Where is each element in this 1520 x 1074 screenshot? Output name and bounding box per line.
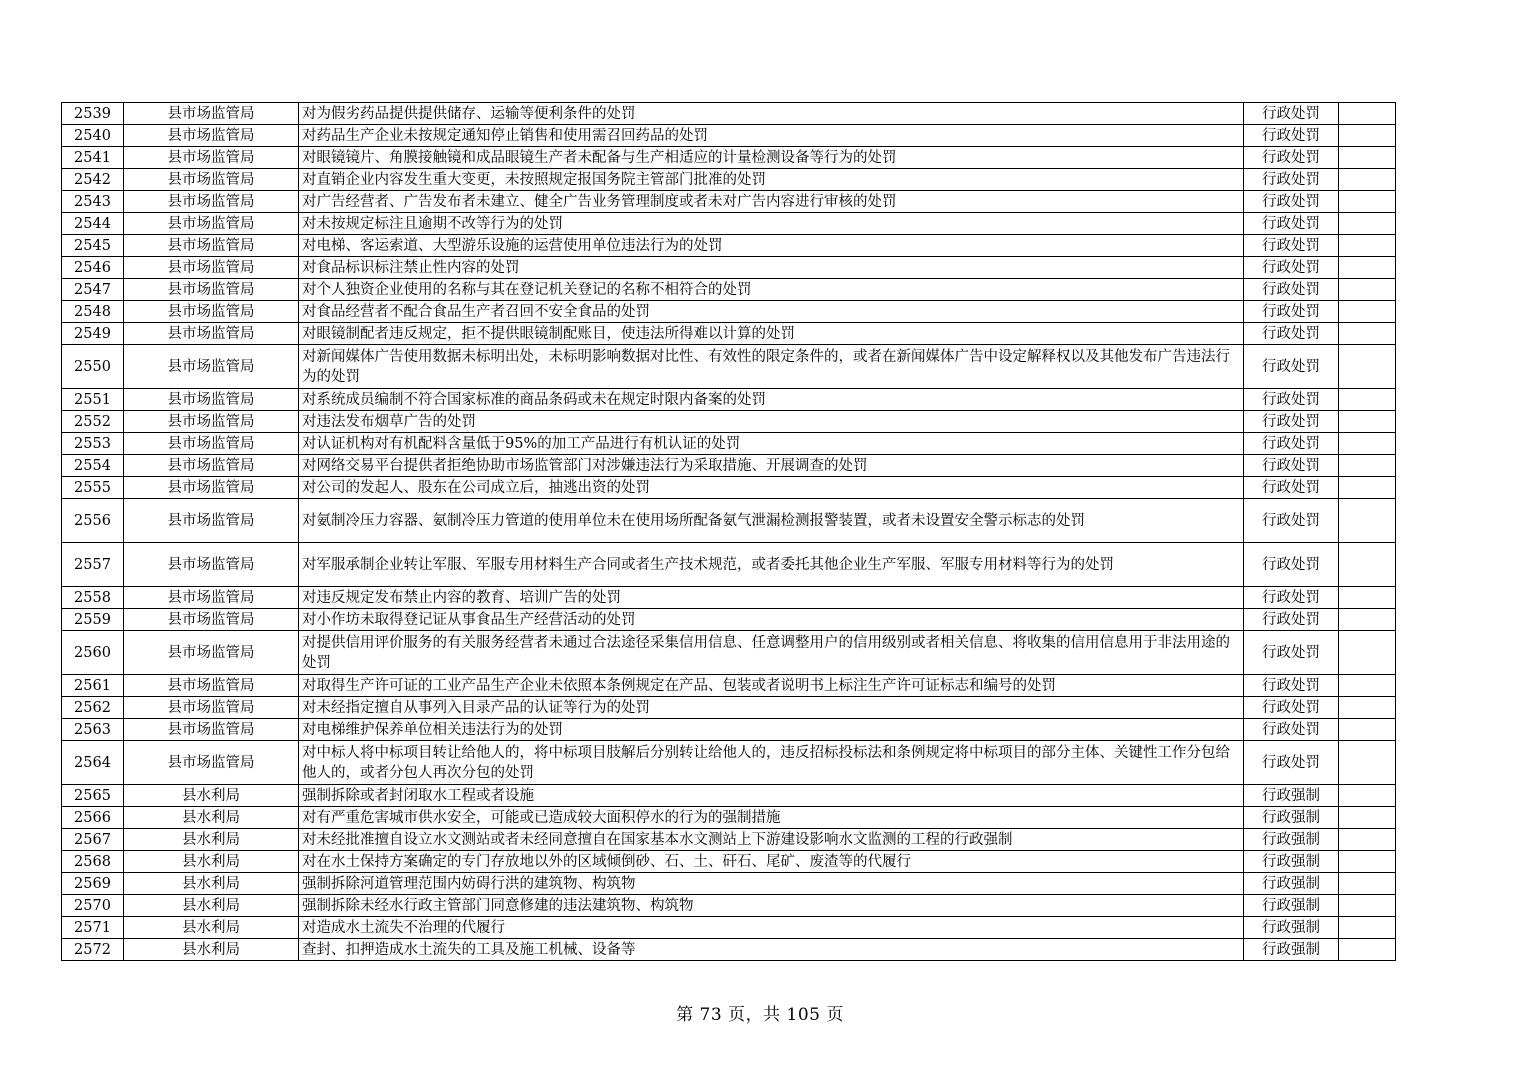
item-description-cell: 对认证机构对有机配料含量低于95%的加工产品进行有机认证的处罚	[299, 433, 1244, 455]
table-row	[62, 213, 1396, 235]
row-number: 2546	[62, 257, 124, 279]
department-cell: 县市场监管局	[124, 697, 299, 719]
remark-cell	[1339, 323, 1396, 345]
item-description-cell: 对未按规定标注且逾期不改等行为的处罚	[299, 213, 1244, 235]
remark-cell	[1339, 697, 1396, 719]
category-cell: 行政强制	[1244, 851, 1339, 873]
category-cell: 行政处罚	[1244, 147, 1339, 169]
remark-cell	[1339, 235, 1396, 257]
remark-cell	[1339, 917, 1396, 939]
row-number: 2544	[62, 213, 124, 235]
item-description-cell: 强制拆除河道管理范围内妨碍行洪的建筑物、构筑物	[299, 873, 1244, 895]
row-number: 2553	[62, 433, 124, 455]
item-description-cell: 查封、扣押造成水土流失的工具及施工机械、设备等	[299, 939, 1244, 961]
table-row	[62, 895, 1396, 917]
table-row	[62, 323, 1396, 345]
table-row	[62, 675, 1396, 697]
department-cell: 县市场监管局	[124, 345, 299, 389]
department-cell: 县市场监管局	[124, 147, 299, 169]
category-cell: 行政处罚	[1244, 279, 1339, 301]
row-number: 2565	[62, 785, 124, 807]
row-number: 2540	[62, 125, 124, 147]
row-number: 2542	[62, 169, 124, 191]
item-description-cell: 对广告经营者、广告发布者未建立、健全广告业务管理制度或者未对广告内容进行审核的处罚	[299, 191, 1244, 213]
footer-total-pages: 105	[786, 1005, 821, 1025]
row-number: 2555	[62, 477, 124, 499]
item-description-cell: 对眼镜镜片、角膜接触镜和成品眼镜生产者未配备与生产相适应的计量检测设备等行为的处罚	[299, 147, 1244, 169]
table-row	[62, 235, 1396, 257]
department-cell: 县市场监管局	[124, 301, 299, 323]
table-row	[62, 279, 1396, 301]
remark-cell	[1339, 719, 1396, 741]
table-row	[62, 697, 1396, 719]
department-cell: 县水利局	[124, 829, 299, 851]
row-number: 2539	[62, 103, 124, 125]
table-row	[62, 587, 1396, 609]
category-cell: 行政处罚	[1244, 389, 1339, 411]
item-description-cell: 对个人独资企业使用的名称与其在登记机关登记的名称不相符合的处罚	[299, 279, 1244, 301]
row-number: 2551	[62, 389, 124, 411]
item-description-cell: 对中标人将中标项目转让给他人的，将中标项目肢解后分别转让给他人的，违反招标投标法和条例规定将中标项目的部分主体、关键性工作分包给他人的，或者分包人再次分包的处罚	[299, 741, 1244, 785]
row-number: 2559	[62, 609, 124, 631]
category-cell: 行政强制	[1244, 895, 1339, 917]
category-cell: 行政处罚	[1244, 455, 1339, 477]
table-row	[62, 411, 1396, 433]
table-row	[62, 829, 1396, 851]
item-description-cell: 对药品生产企业未按规定通知停止销售和使用需召回药品的处罚	[299, 125, 1244, 147]
table-row	[62, 257, 1396, 279]
department-cell: 县市场监管局	[124, 411, 299, 433]
table-row	[62, 455, 1396, 477]
department-cell: 县市场监管局	[124, 719, 299, 741]
table-row	[62, 543, 1396, 587]
department-cell: 县水利局	[124, 917, 299, 939]
row-number: 2548	[62, 301, 124, 323]
remark-cell	[1339, 807, 1396, 829]
item-description-cell: 对网络交易平台提供者拒绝协助市场监管部门对涉嫌违法行为采取措施、开展调查的处罚	[299, 455, 1244, 477]
remark-cell	[1339, 345, 1396, 389]
row-number: 2563	[62, 719, 124, 741]
item-description-cell: 对电梯、客运索道、大型游乐设施的运营使用单位违法行为的处罚	[299, 235, 1244, 257]
row-number: 2557	[62, 543, 124, 587]
department-cell: 县市场监管局	[124, 235, 299, 257]
table-row	[62, 147, 1396, 169]
department-cell: 县市场监管局	[124, 389, 299, 411]
row-number: 2571	[62, 917, 124, 939]
category-cell: 行政处罚	[1244, 433, 1339, 455]
row-number: 2550	[62, 345, 124, 389]
row-number: 2541	[62, 147, 124, 169]
item-description-cell: 对有严重危害城市供水安全，可能或已造成较大面积停水的行为的强制措施	[299, 807, 1244, 829]
item-description-cell: 对食品标识标注禁止性内容的处罚	[299, 257, 1244, 279]
category-cell: 行政处罚	[1244, 741, 1339, 785]
table-row	[62, 499, 1396, 543]
department-cell: 县市场监管局	[124, 125, 299, 147]
table-row	[62, 939, 1396, 961]
department-cell: 县市场监管局	[124, 169, 299, 191]
remark-cell	[1339, 675, 1396, 697]
page-footer	[0, 1000, 1520, 1025]
category-cell: 行政处罚	[1244, 631, 1339, 675]
row-number: 2547	[62, 279, 124, 301]
remark-cell	[1339, 389, 1396, 411]
item-description-cell: 对未经批准擅自设立水文测站或者未经同意擅自在国家基本水文测站上下游建设影响水文监测的工程的行政强制	[299, 829, 1244, 851]
remark-cell	[1339, 301, 1396, 323]
category-cell: 行政强制	[1244, 807, 1339, 829]
table-body	[62, 103, 1396, 961]
department-cell: 县市场监管局	[124, 103, 299, 125]
department-cell: 县市场监管局	[124, 609, 299, 631]
table-row	[62, 433, 1396, 455]
category-cell: 行政强制	[1244, 829, 1339, 851]
category-cell: 行政处罚	[1244, 191, 1339, 213]
item-description-cell: 强制拆除或者封闭取水工程或者设施	[299, 785, 1244, 807]
row-number: 2561	[62, 675, 124, 697]
category-cell: 行政处罚	[1244, 301, 1339, 323]
footer-suffix: 页	[826, 1005, 844, 1025]
category-cell: 行政处罚	[1244, 169, 1339, 191]
category-cell: 行政处罚	[1244, 235, 1339, 257]
department-cell: 县市场监管局	[124, 279, 299, 301]
item-description-cell: 对食品经营者不配合食品生产者召回不安全食品的处罚	[299, 301, 1244, 323]
remark-cell	[1339, 873, 1396, 895]
footer-page-number: 73	[699, 1005, 723, 1025]
remark-cell	[1339, 455, 1396, 477]
remark-cell	[1339, 477, 1396, 499]
category-cell: 行政强制	[1244, 939, 1339, 961]
remark-cell	[1339, 829, 1396, 851]
remark-cell	[1339, 213, 1396, 235]
row-number: 2545	[62, 235, 124, 257]
category-cell: 行政处罚	[1244, 477, 1339, 499]
remark-cell	[1339, 587, 1396, 609]
department-cell: 县市场监管局	[124, 323, 299, 345]
remark-cell	[1339, 411, 1396, 433]
data-table	[61, 102, 1396, 961]
category-cell: 行政处罚	[1244, 499, 1339, 543]
department-cell: 县市场监管局	[124, 213, 299, 235]
department-cell: 县水利局	[124, 851, 299, 873]
row-number: 2543	[62, 191, 124, 213]
remark-cell	[1339, 499, 1396, 543]
item-description-cell: 强制拆除未经水行政主管部门同意修建的违法建筑物、构筑物	[299, 895, 1244, 917]
department-cell: 县市场监管局	[124, 191, 299, 213]
item-description-cell: 对取得生产许可证的工业产品生产企业未依照本条例规定在产品、包装或者说明书上标注生产许可证标志和编号的处罚	[299, 675, 1244, 697]
table-row	[62, 917, 1396, 939]
category-cell: 行政强制	[1244, 873, 1339, 895]
row-number: 2566	[62, 807, 124, 829]
item-description-cell: 对提供信用评价服务的有关服务经营者未通过合法途径采集信用信息、任意调整用户的信用级别或者相关信息、将收集的信用信息用于非法用途的处罚	[299, 631, 1244, 675]
item-description-cell: 对违反规定发布禁止内容的教育、培训广告的处罚	[299, 587, 1244, 609]
table-row	[62, 125, 1396, 147]
remark-cell	[1339, 851, 1396, 873]
category-cell: 行政强制	[1244, 785, 1339, 807]
department-cell: 县水利局	[124, 807, 299, 829]
remark-cell	[1339, 741, 1396, 785]
department-cell: 县市场监管局	[124, 675, 299, 697]
row-number: 2560	[62, 631, 124, 675]
table-row	[62, 851, 1396, 873]
remark-cell	[1339, 543, 1396, 587]
table-row	[62, 609, 1396, 631]
department-cell: 县市场监管局	[124, 741, 299, 785]
category-cell: 行政处罚	[1244, 345, 1339, 389]
item-description-cell: 对为假劣药品提供提供储存、运输等便利条件的处罚	[299, 103, 1244, 125]
remark-cell	[1339, 895, 1396, 917]
item-description-cell: 对造成水土流失不治理的代履行	[299, 917, 1244, 939]
item-description-cell: 对新闻媒体广告使用数据未标明出处，未标明影响数据对比性、有效性的限定条件的，或者在新闻媒体广告中设定解释权以及其他发布广告违法行为的处罚	[299, 345, 1244, 389]
footer-prefix: 第	[676, 1005, 694, 1025]
row-number: 2567	[62, 829, 124, 851]
item-description-cell: 对公司的发起人、股东在公司成立后，抽逃出资的处罚	[299, 477, 1244, 499]
row-number: 2562	[62, 697, 124, 719]
item-description-cell: 对违法发布烟草广告的处罚	[299, 411, 1244, 433]
item-description-cell: 对小作坊未取得登记证从事食品生产经营活动的处罚	[299, 609, 1244, 631]
row-number: 2569	[62, 873, 124, 895]
row-number: 2552	[62, 411, 124, 433]
table-row	[62, 631, 1396, 675]
remark-cell	[1339, 433, 1396, 455]
remark-cell	[1339, 257, 1396, 279]
item-description-cell: 对在水土保持方案确定的专门存放地以外的区域倾倒砂、石、土、矸石、尾矿、废渣等的代履行	[299, 851, 1244, 873]
department-cell: 县市场监管局	[124, 433, 299, 455]
department-cell: 县水利局	[124, 873, 299, 895]
department-cell: 县市场监管局	[124, 499, 299, 543]
row-number: 2570	[62, 895, 124, 917]
department-cell: 县市场监管局	[124, 257, 299, 279]
row-number: 2568	[62, 851, 124, 873]
remark-cell	[1339, 279, 1396, 301]
remark-cell	[1339, 147, 1396, 169]
table-row	[62, 807, 1396, 829]
category-cell: 行政处罚	[1244, 697, 1339, 719]
remark-cell	[1339, 939, 1396, 961]
department-cell: 县市场监管局	[124, 477, 299, 499]
category-cell: 行政处罚	[1244, 103, 1339, 125]
row-number: 2554	[62, 455, 124, 477]
table-row	[62, 169, 1396, 191]
table-row	[62, 873, 1396, 895]
row-number: 2558	[62, 587, 124, 609]
item-description-cell: 对氨制冷压力容器、氨制冷压力管道的使用单位未在使用场所配备氨气泄漏检测报警装置，或者未设置安全警示标志的处罚	[299, 499, 1244, 543]
department-cell: 县水利局	[124, 895, 299, 917]
footer-mid: 页，共	[728, 1005, 781, 1025]
remark-cell	[1339, 191, 1396, 213]
category-cell: 行政强制	[1244, 917, 1339, 939]
category-cell: 行政处罚	[1244, 213, 1339, 235]
remark-cell	[1339, 125, 1396, 147]
category-cell: 行政处罚	[1244, 411, 1339, 433]
item-description-cell: 对眼镜制配者违反规定，拒不提供眼镜制配账目，使违法所得难以计算的处罚	[299, 323, 1244, 345]
department-cell: 县市场监管局	[124, 455, 299, 477]
item-description-cell: 对系统成员编制不符合国家标准的商品条码或未在规定时限内备案的处罚	[299, 389, 1244, 411]
row-number: 2572	[62, 939, 124, 961]
category-cell: 行政处罚	[1244, 543, 1339, 587]
table-row	[62, 389, 1396, 411]
category-cell: 行政处罚	[1244, 675, 1339, 697]
category-cell: 行政处罚	[1244, 323, 1339, 345]
row-number: 2549	[62, 323, 124, 345]
department-cell: 县水利局	[124, 939, 299, 961]
table-row	[62, 719, 1396, 741]
table-row	[62, 345, 1396, 389]
table-row	[62, 477, 1396, 499]
item-description-cell: 对直销企业内容发生重大变更，未按照规定报国务院主管部门批准的处罚	[299, 169, 1244, 191]
remark-cell	[1339, 103, 1396, 125]
item-description-cell: 对未经指定擅自从事列入目录产品的认证等行为的处罚	[299, 697, 1244, 719]
category-cell: 行政处罚	[1244, 257, 1339, 279]
category-cell: 行政处罚	[1244, 719, 1339, 741]
remark-cell	[1339, 609, 1396, 631]
table-row	[62, 741, 1396, 785]
remark-cell	[1339, 785, 1396, 807]
row-number: 2564	[62, 741, 124, 785]
table-row	[62, 103, 1396, 125]
remark-cell	[1339, 631, 1396, 675]
department-cell: 县市场监管局	[124, 587, 299, 609]
table-row	[62, 301, 1396, 323]
category-cell: 行政处罚	[1244, 609, 1339, 631]
row-number: 2556	[62, 499, 124, 543]
category-cell: 行政处罚	[1244, 587, 1339, 609]
department-cell: 县市场监管局	[124, 543, 299, 587]
table-row	[62, 191, 1396, 213]
department-cell: 县水利局	[124, 785, 299, 807]
department-cell: 县市场监管局	[124, 631, 299, 675]
item-description-cell: 对电梯维护保养单位相关违法行为的处罚	[299, 719, 1244, 741]
item-description-cell: 对军服承制企业转让军服、军服专用材料生产合同或者生产技术规范，或者委托其他企业生产军服、军服专用材料等行为的处罚	[299, 543, 1244, 587]
category-cell: 行政处罚	[1244, 125, 1339, 147]
remark-cell	[1339, 169, 1396, 191]
table-row	[62, 785, 1396, 807]
